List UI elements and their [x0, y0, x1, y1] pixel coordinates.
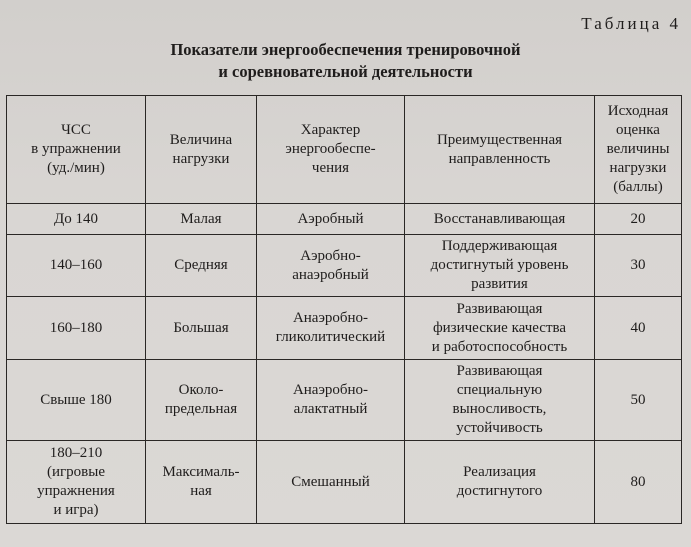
table-row	[7, 360, 682, 441]
cell-hr: До 140	[7, 204, 146, 235]
cell-load: Большая	[146, 297, 257, 360]
cell-focus: Развивающая физические качества и работоспособность	[405, 297, 595, 360]
header-hr: ЧСС в упражнении (уд./мин)	[7, 96, 146, 204]
table-row	[7, 204, 682, 235]
table-row	[7, 297, 682, 360]
header-load: Величина нагрузки	[146, 96, 257, 204]
cell-hr: 160–180	[7, 297, 146, 360]
header-focus: Преимущественная направленность	[405, 96, 595, 204]
cell-load: Малая	[146, 204, 257, 235]
table-row	[7, 441, 682, 524]
cell-hr: 140–160	[7, 235, 146, 297]
cell-hr: Свыше 180	[7, 360, 146, 441]
header-score: Исходная оценка величины нагрузки (баллы)	[595, 96, 682, 204]
cell-focus: Реализация достигнутого	[405, 441, 595, 524]
cell-energy: Аэробный	[257, 204, 405, 235]
cell-score: 80	[595, 441, 682, 524]
cell-hr: 180–210 (игровые упражнения и игра)	[7, 441, 146, 524]
energy-supply-table	[6, 95, 682, 524]
cell-energy: Анаэробно- гликолитический	[257, 297, 405, 360]
cell-score: 50	[595, 360, 682, 441]
cell-load: Около- предельная	[146, 360, 257, 441]
cell-load: Средняя	[146, 235, 257, 297]
cell-focus: Развивающая специальную выносливость, устойчивость	[405, 360, 595, 441]
cell-load: Максималь- ная	[146, 441, 257, 524]
cell-energy: Смешанный	[257, 441, 405, 524]
table-caption	[0, 39, 691, 83]
table-row	[7, 235, 682, 297]
header-energy: Характер энергообеспе- чения	[257, 96, 405, 204]
caption-line-1: Показатели энергообеспечения тренировочной	[170, 40, 521, 59]
cell-energy: Аэробно- анаэробный	[257, 235, 405, 297]
cell-score: 40	[595, 297, 682, 360]
cell-focus: Поддерживающая достигнутый уровень развития	[405, 235, 595, 297]
cell-score: 20	[595, 204, 682, 235]
cell-focus: Восстанавливающая	[405, 204, 595, 235]
table-number-label: Таблица 4	[581, 14, 681, 33]
cell-score: 30	[595, 235, 682, 297]
cell-energy: Анаэробно- алактатный	[257, 360, 405, 441]
table-header-row	[7, 96, 682, 204]
caption-line-2: и соревновательной деятельности	[218, 62, 473, 81]
